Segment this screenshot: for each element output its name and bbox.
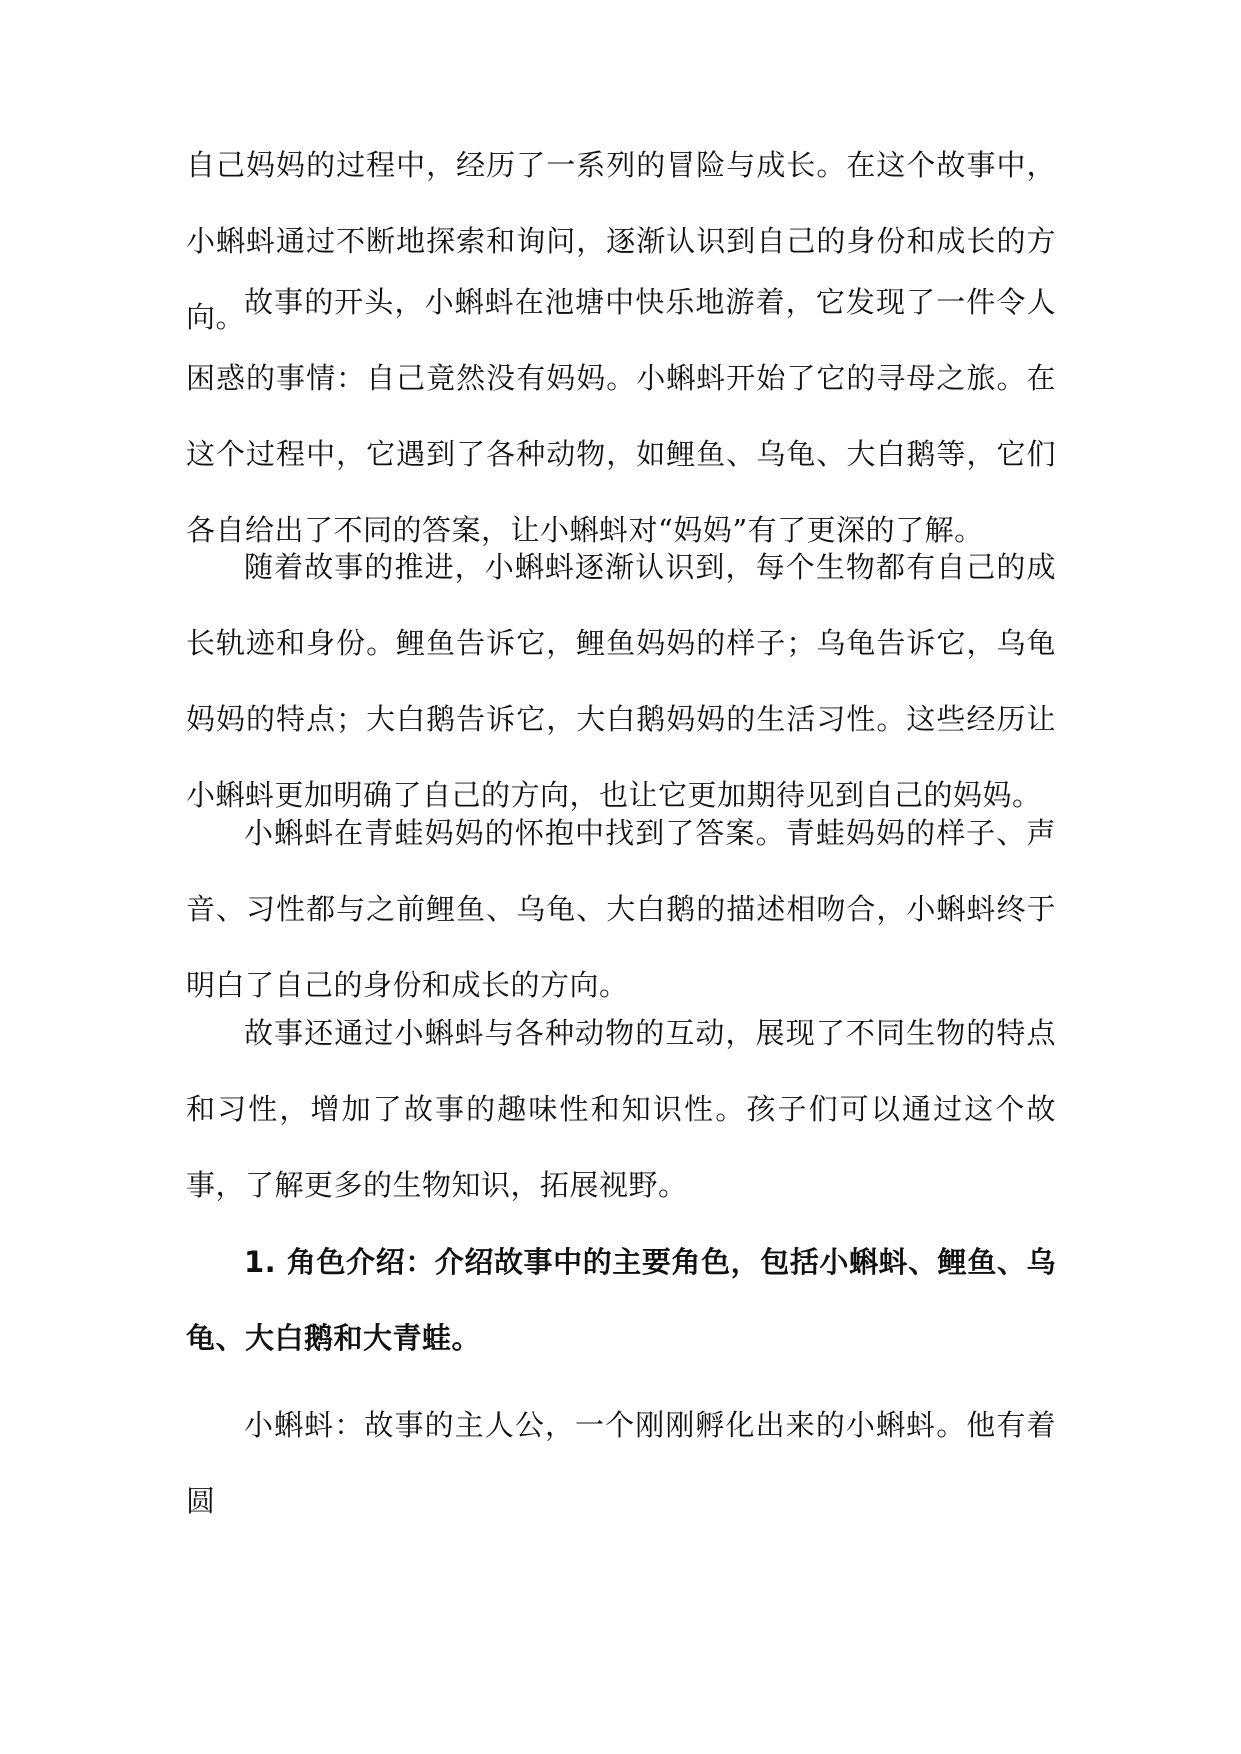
paragraph: 小蝌蚪：故事的主人公，一个刚刚孵化出来的小蝌蚪。他有着圆 bbox=[186, 1408, 1056, 1518]
paragraph: 小蝌蚪在青蛙妈妈的怀抱中找到了答案。青蛙妈妈的样子、声音、习性都与之前鲤鱼、乌龟、大白鹅的描述相吻合，小蝌蚪终于明白了自己的身份和成长的方向。 bbox=[186, 816, 1056, 1002]
paragraph-story-progress bbox=[186, 529, 1056, 833]
paragraph: 随着故事的推进，小蝌蚪逐渐认识到，每个生物都有自己的成长轨迹和身份。鲤鱼告诉它，鲤鱼妈妈的样子；乌龟告诉它，乌龟妈妈的特点；大白鹅告诉它，大白鹅妈妈的生活习性。这些经历让小蝌蚪更加明确了自己的方向，也让它更加期待见到自己的妈妈。 bbox=[186, 550, 1056, 812]
paragraph-story-resolution bbox=[186, 795, 1056, 1023]
paragraph-character-tadpole bbox=[186, 1387, 1056, 1539]
paragraph-story-opening bbox=[186, 264, 1056, 568]
section-heading-characters bbox=[186, 1224, 1056, 1376]
paragraph: 故事还通过小蝌蚪与各种动物的互动，展现了不同生物的特点和习性，增加了故事的趣味性和知识性。孩子们可以通过这个故事，了解更多的生物知识，拓展视野。 bbox=[186, 1016, 1056, 1202]
paragraph-story-value bbox=[186, 995, 1056, 1223]
paragraph: 自己妈妈的过程中，经历了一系列的冒险与成长。在这个故事中，小蝌蚪通过不断地探索和询问，逐渐认识到自己的身份和成长的方向。 bbox=[186, 148, 1056, 334]
section-heading: 1. 角色介绍：介绍故事中的主要角色，包括小蝌蚪、鲤鱼、乌龟、大白鹅和大青蛙。 bbox=[186, 1245, 1056, 1355]
paragraph: 故事的开头，小蝌蚪在池塘中快乐地游着，它发现了一件令人困惑的事情：自己竟然没有妈妈。小蝌蚪开始了它的寻母之旅。在这个过程中，它遇到了各种动物，如鲤鱼、乌龟、大白鹅等，它们各自给出了不同的答案，让小蝌蚪对“妈妈”有了更深的了解。 bbox=[186, 285, 1056, 547]
